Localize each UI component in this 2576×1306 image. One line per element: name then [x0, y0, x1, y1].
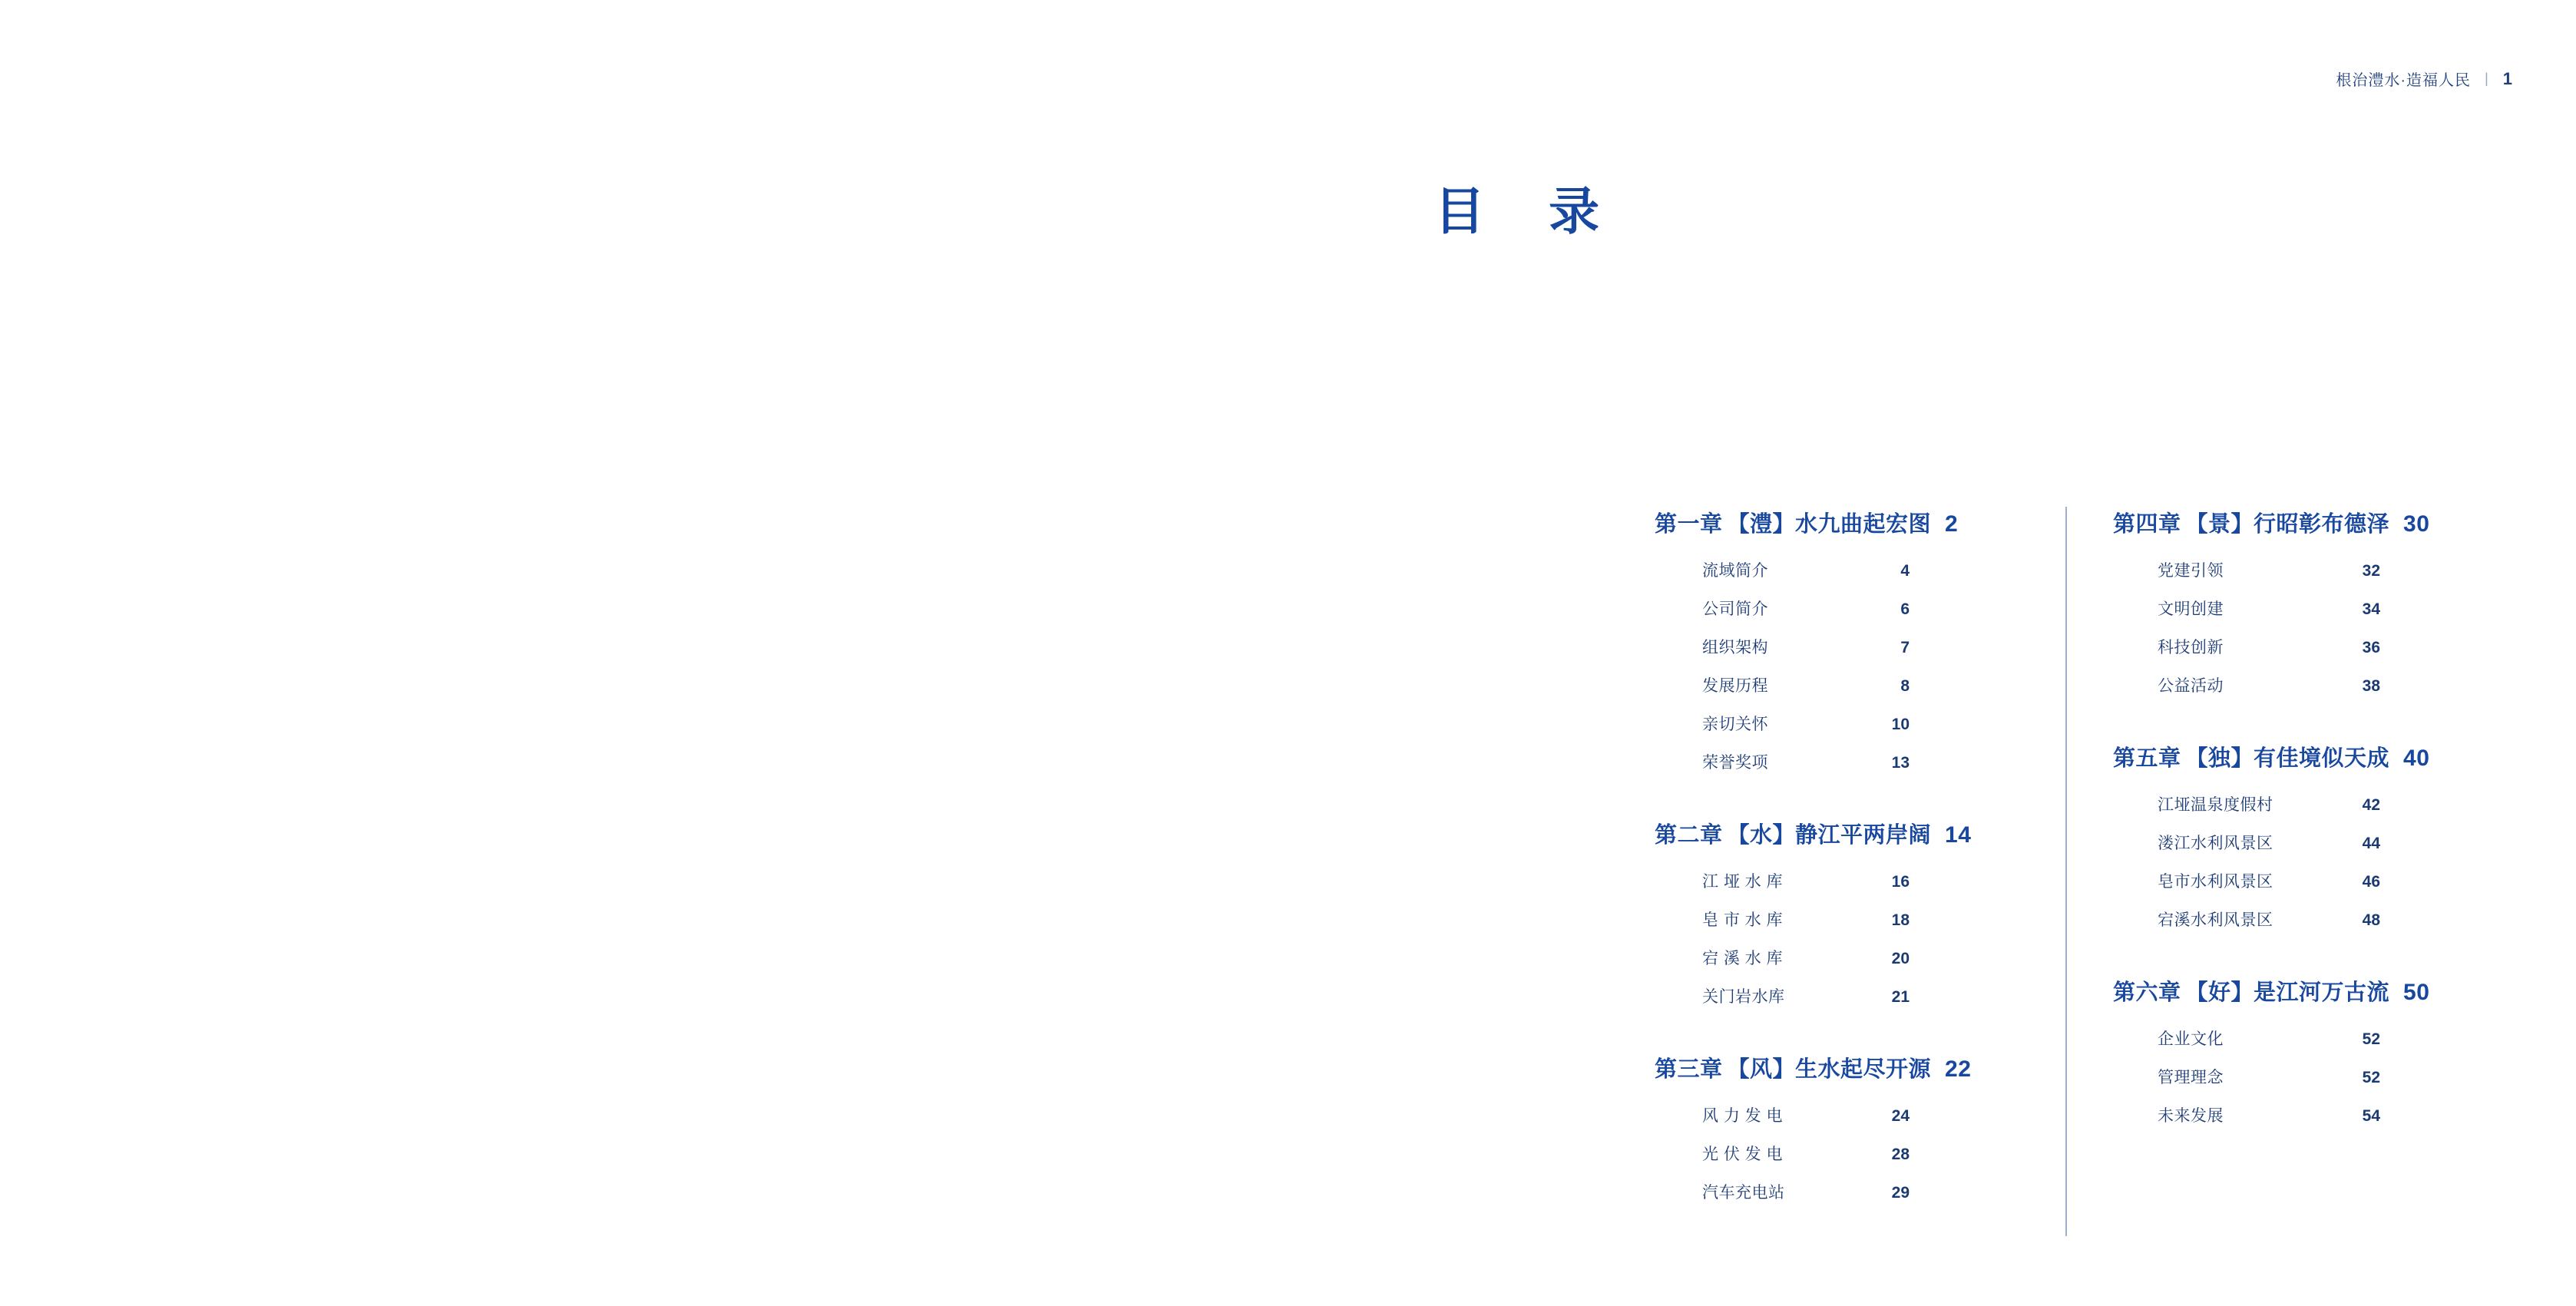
entry-name: 荣誉奖项	[1702, 754, 1768, 772]
chapter-heading[interactable]	[2113, 507, 2484, 538]
entry-page: 7	[1900, 639, 1910, 656]
entry-page: 46	[2362, 873, 2380, 891]
running-header	[2336, 68, 2513, 90]
chapter-heading[interactable]	[1655, 1052, 2019, 1083]
chapter-entries	[1702, 1103, 2019, 1203]
entry-name: 宕 溪 水 库	[1702, 950, 1784, 967]
entry-page: 10	[1891, 716, 1910, 733]
entry-page: 54	[2362, 1107, 2380, 1125]
chapter-name: 【水】静江平两岸阔	[1727, 823, 1932, 848]
list-item[interactable]	[2158, 635, 2484, 658]
chapter-name: 【好】是江河万古流	[2185, 980, 2390, 1005]
entry-name: 汽车充电站	[1702, 1184, 1785, 1202]
chapter-name: 【风】生水起尽开源	[1727, 1057, 1932, 1082]
entry-name: 关门岩水库	[1702, 988, 1785, 1006]
entry-page: 52	[2362, 1030, 2380, 1048]
entry-name: 皂市水利风景区	[2158, 873, 2273, 891]
chapter-entries	[2158, 792, 2484, 931]
list-item[interactable]	[1702, 635, 2019, 658]
entry-page: 16	[1891, 873, 1910, 891]
list-item[interactable]	[1702, 1103, 2019, 1126]
chapter-label: 第一章	[1655, 512, 1723, 537]
list-item[interactable]	[1702, 984, 2019, 1007]
entry-name: 文明创建	[2158, 600, 2224, 618]
entry-name: 组织架构	[1702, 639, 1768, 656]
running-header-page-number: 1	[2502, 68, 2513, 88]
entry-name: 光 伏 发 电	[1702, 1146, 1784, 1163]
toc-columns	[1655, 507, 2515, 1236]
toc-column-right	[2065, 507, 2484, 1236]
list-item[interactable]	[2158, 908, 2484, 931]
entry-name: 溇江水利风景区	[2158, 835, 2273, 852]
list-item[interactable]	[1702, 673, 2019, 696]
entry-name: 江 垭 水 库	[1702, 873, 1784, 891]
running-header-separator: |	[2485, 71, 2489, 86]
chapter-entries	[2158, 1027, 2484, 1126]
list-item[interactable]	[2158, 558, 2484, 581]
entry-name: 未来发展	[2158, 1107, 2224, 1125]
entry-name: 公司简介	[1702, 600, 1768, 618]
chapter-name: 【澧】水九曲起宏图	[1727, 512, 1932, 537]
chapter-label: 第四章	[2113, 512, 2181, 537]
list-item[interactable]	[2158, 1103, 2484, 1126]
entry-page: 4	[1900, 562, 1910, 580]
chapter-label: 第六章	[2113, 980, 2181, 1005]
chapter-label: 第三章	[1655, 1057, 1723, 1082]
entry-page: 44	[2362, 835, 2380, 852]
entry-name: 皂 市 水 库	[1702, 911, 1784, 929]
chapter-block	[2113, 975, 2484, 1126]
page-title: 目 录	[1434, 182, 1622, 241]
entry-name: 亲切关怀	[1702, 716, 1768, 733]
entry-page: 28	[1891, 1146, 1910, 1163]
entry-page: 21	[1891, 988, 1910, 1006]
entry-page: 20	[1891, 950, 1910, 967]
entry-page: 42	[2362, 796, 2380, 814]
list-item[interactable]	[2158, 597, 2484, 620]
toc-column-left	[1655, 507, 2065, 1203]
chapter-entries	[1702, 558, 2019, 773]
chapter-label: 第五章	[2113, 746, 2181, 771]
entry-page: 8	[1900, 677, 1910, 695]
entry-page: 29	[1891, 1184, 1910, 1202]
entry-page: 6	[1900, 600, 1910, 618]
entry-page: 18	[1891, 911, 1910, 929]
entry-name: 党建引领	[2158, 562, 2224, 580]
list-item[interactable]	[1702, 1142, 2019, 1165]
chapter-block	[1655, 1052, 2019, 1203]
list-item[interactable]	[1702, 869, 2019, 892]
list-item[interactable]	[1702, 1180, 2019, 1203]
chapter-heading[interactable]	[1655, 507, 2019, 538]
chapter-block	[1655, 818, 2019, 1007]
chapter-name: 【景】行昭彰布德泽	[2185, 512, 2390, 537]
list-item[interactable]	[1702, 558, 2019, 581]
entry-page: 48	[2362, 911, 2380, 929]
chapter-page: 50	[2403, 980, 2430, 1005]
entry-name: 企业文化	[2158, 1030, 2224, 1048]
list-item[interactable]	[1702, 750, 2019, 773]
entry-name: 科技创新	[2158, 639, 2224, 656]
entry-page: 32	[2362, 562, 2380, 580]
chapter-page: 14	[1945, 822, 1972, 848]
chapter-label: 第二章	[1655, 823, 1723, 848]
entry-page: 36	[2362, 639, 2380, 656]
chapter-block	[1655, 507, 2019, 773]
chapter-page: 30	[2403, 511, 2430, 537]
chapter-page: 40	[2403, 746, 2430, 771]
list-item[interactable]	[2158, 831, 2484, 854]
list-item[interactable]	[2158, 1065, 2484, 1088]
entry-name: 风 力 发 电	[1702, 1107, 1784, 1125]
chapter-entries	[2158, 558, 2484, 696]
entry-name: 江垭温泉度假村	[2158, 796, 2273, 814]
entry-name: 流域简介	[1702, 562, 1768, 580]
chapter-heading[interactable]	[1655, 818, 2019, 849]
list-item[interactable]	[2158, 673, 2484, 696]
entry-page: 13	[1891, 754, 1910, 772]
list-item[interactable]	[1702, 712, 2019, 735]
chapter-heading[interactable]	[2113, 975, 2484, 1007]
list-item[interactable]	[1702, 946, 2019, 969]
chapter-block	[2113, 507, 2484, 696]
entry-name: 宕溪水利风景区	[2158, 911, 2273, 929]
chapter-block	[2113, 741, 2484, 931]
chapter-page: 22	[1945, 1056, 1972, 1082]
entry-page: 24	[1891, 1107, 1910, 1125]
entry-name: 公益活动	[2158, 677, 2224, 695]
chapter-heading[interactable]	[2113, 741, 2484, 772]
entry-name: 发展历程	[1702, 677, 1768, 695]
running-header-slogan: 根治澧水·造福人民	[2336, 72, 2472, 89]
entry-name: 管理理念	[2158, 1069, 2224, 1086]
list-item[interactable]	[1702, 908, 2019, 931]
list-item[interactable]	[1702, 597, 2019, 620]
list-item[interactable]	[2158, 1027, 2484, 1050]
list-item[interactable]	[2158, 792, 2484, 815]
chapter-name: 【独】有佳境似天成	[2185, 746, 2390, 771]
list-item[interactable]	[2158, 869, 2484, 892]
chapter-page: 2	[1945, 511, 1959, 537]
entry-page: 52	[2362, 1069, 2380, 1086]
entry-page: 38	[2362, 677, 2380, 695]
chapter-entries	[1702, 869, 2019, 1007]
entry-page: 34	[2362, 600, 2380, 618]
